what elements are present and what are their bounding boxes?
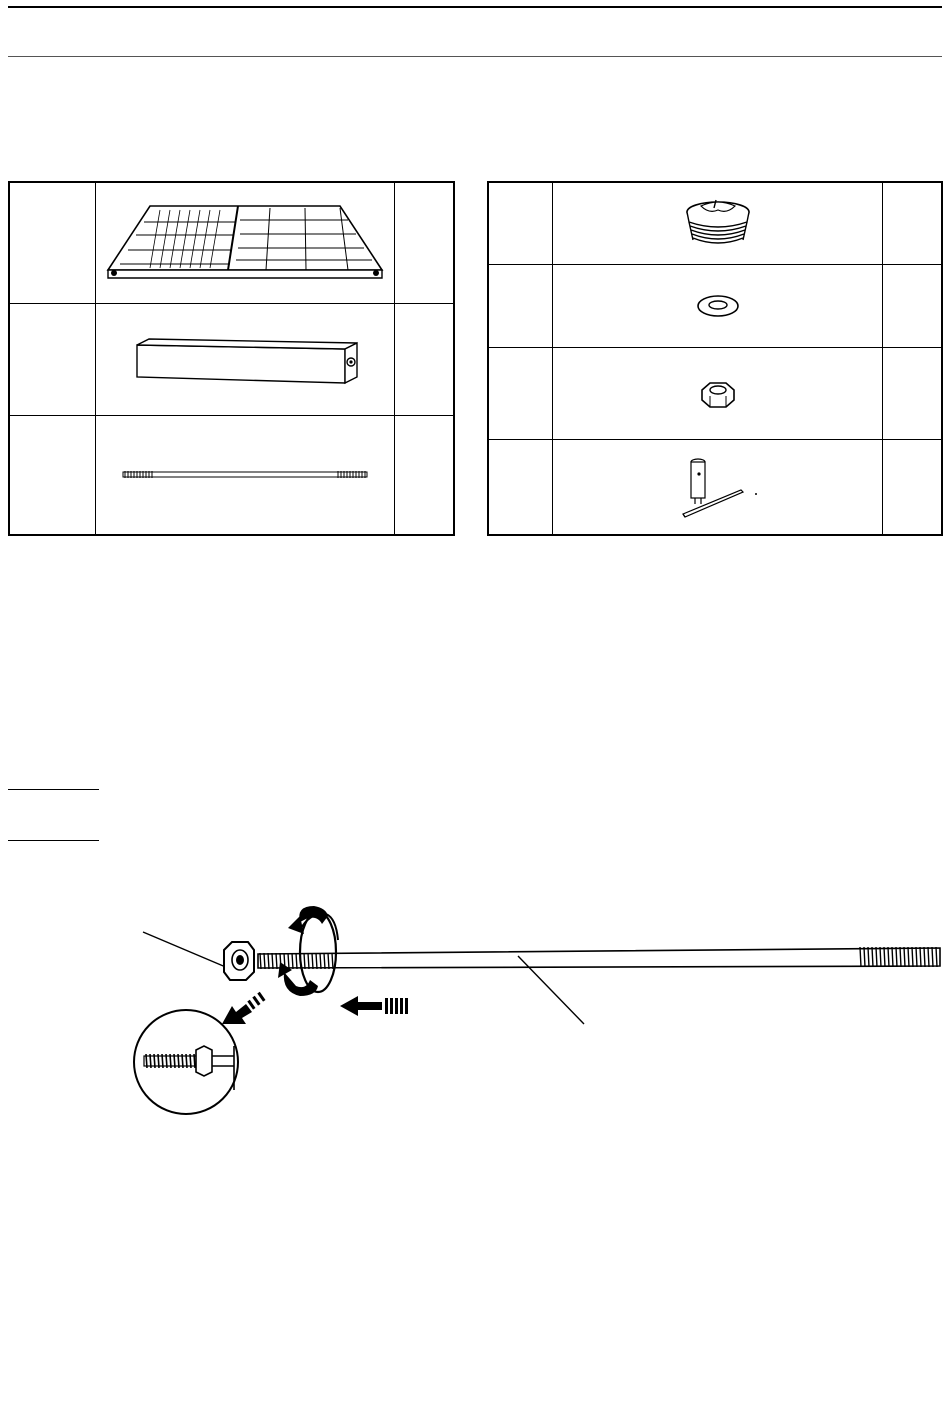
thread-line — [150, 1054, 151, 1068]
part-qty — [883, 348, 941, 439]
thread-line — [924, 947, 925, 967]
square-post-icon — [125, 335, 365, 385]
hex-nut-icon — [224, 942, 254, 980]
thread-line — [260, 953, 261, 969]
thread-line — [194, 1054, 195, 1068]
parts-row-hex-nut — [489, 348, 941, 440]
thread-line — [900, 947, 901, 967]
parts-row-leveling-foot — [489, 183, 941, 265]
thread-line — [908, 947, 909, 967]
part-image-cell — [553, 440, 883, 534]
thread-line — [316, 953, 317, 969]
thread-line — [920, 947, 921, 967]
note-heading-underline — [8, 840, 99, 841]
thread-line — [876, 947, 877, 967]
thread-line — [154, 1054, 155, 1068]
part-key — [489, 265, 553, 347]
part-qty — [883, 440, 941, 534]
thread-line — [328, 953, 329, 969]
thread-line — [928, 947, 929, 967]
wire-shelf-icon — [100, 198, 390, 288]
thread-line — [186, 1054, 187, 1068]
thread-line — [884, 947, 885, 967]
parts-row-tools — [489, 440, 941, 534]
assembly-figure — [0, 880, 950, 1120]
thread-line — [308, 953, 309, 969]
thread-line — [170, 1054, 171, 1068]
part-image-cell — [96, 183, 395, 303]
washer-icon — [695, 293, 741, 319]
parts-row-post — [10, 304, 453, 416]
part-qty — [883, 183, 941, 264]
part-qty — [883, 265, 941, 347]
washer-icon — [300, 912, 338, 992]
thread-line — [292, 953, 293, 969]
thread-line — [174, 1054, 175, 1068]
thread-line — [268, 953, 269, 969]
thread-line — [178, 1054, 179, 1068]
parts-table-right — [487, 181, 943, 536]
thread-line — [158, 1054, 159, 1068]
thread-line — [304, 953, 305, 969]
part-key — [489, 440, 553, 534]
thread-line — [860, 947, 861, 967]
thread-line — [332, 953, 333, 969]
leveling-foot-icon — [683, 194, 753, 254]
thread-line — [182, 1054, 183, 1068]
parts-row-shelf — [10, 183, 453, 304]
thread-line — [312, 953, 313, 969]
detail-arrow-icon — [222, 992, 266, 1024]
hex-nut-icon — [696, 378, 740, 410]
thread-line — [888, 947, 889, 967]
thread-line — [868, 947, 869, 967]
part-image-cell — [553, 183, 883, 264]
thread-line — [146, 1054, 147, 1068]
threaded-rod-icon — [258, 947, 940, 969]
nut-callout-leader — [143, 932, 228, 968]
part-qty — [393, 183, 453, 303]
parts-table-left — [8, 181, 455, 536]
thread-line — [296, 953, 297, 969]
part-key — [10, 304, 96, 415]
part-qty — [393, 416, 453, 534]
wrench-tool-icon — [673, 454, 763, 520]
header-bottom-rule — [8, 56, 942, 57]
part-image-cell — [96, 304, 395, 415]
part-key — [10, 416, 96, 534]
magnify-detail-icon — [134, 1010, 238, 1114]
part-image-cell — [553, 348, 883, 439]
thread-line — [880, 947, 881, 967]
thread-line — [936, 947, 937, 967]
thread-line — [264, 953, 265, 969]
part-image-cell — [553, 265, 883, 347]
thread-line — [912, 947, 913, 967]
thread-line — [190, 1054, 191, 1068]
push-arrow-icon — [340, 996, 408, 1016]
thread-line — [896, 947, 897, 967]
thread-line — [916, 947, 917, 967]
parts-row-threaded-rod — [10, 416, 453, 534]
part-key — [489, 183, 553, 264]
part-key — [489, 348, 553, 439]
rotate-arrow-icon — [278, 906, 328, 996]
thread-line — [166, 1054, 167, 1068]
thread-line — [276, 953, 277, 969]
step-heading-underline — [8, 789, 99, 790]
thread-line — [932, 947, 933, 967]
thread-line — [324, 953, 325, 969]
part-key — [10, 183, 96, 303]
thread-line — [320, 953, 321, 969]
part-qty — [393, 304, 453, 415]
thread-line — [272, 953, 273, 969]
thread-line — [872, 947, 873, 967]
threaded-rod-icon — [115, 465, 375, 485]
header-top-rule — [8, 6, 942, 8]
thread-line — [162, 1054, 163, 1068]
thread-line — [288, 953, 289, 969]
thread-line — [864, 947, 865, 967]
parts-row-washer — [489, 265, 941, 348]
thread-line — [892, 947, 893, 967]
part-image-cell — [96, 416, 395, 534]
thread-line — [904, 947, 905, 967]
